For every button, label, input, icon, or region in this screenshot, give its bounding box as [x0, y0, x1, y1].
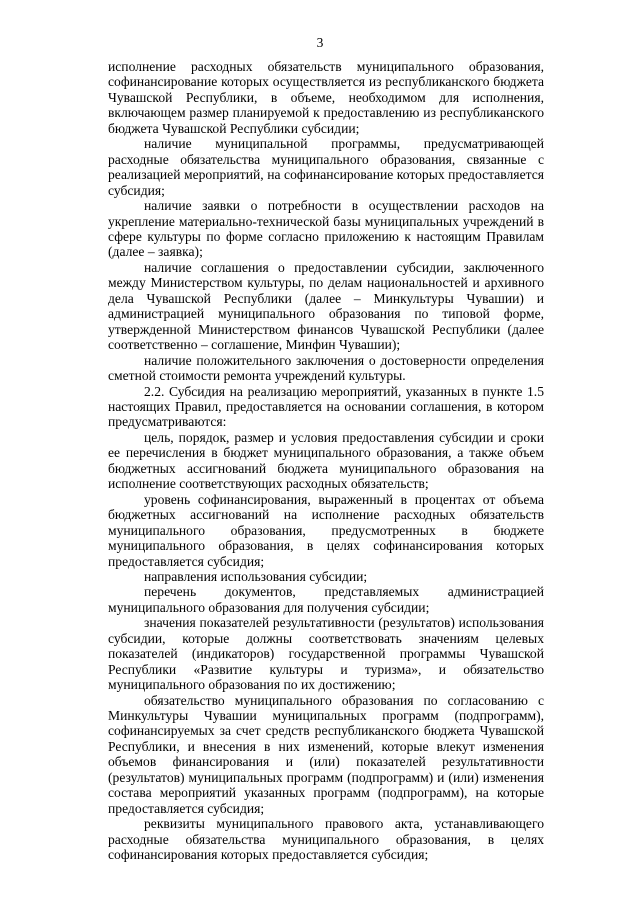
paragraph: направления использования субсидии;: [144, 568, 368, 584]
paragraph: цель, порядок, размер и условия предоставления субсидии и сроки ее перечисления в бюджет муниципального образования, а также объем бюджетных ассигнований бюджета муниципального образования на исполнение соответствующих расходных обязательств;: [108, 429, 544, 492]
page-number: 3: [316, 35, 324, 50]
paragraph: наличие муниципальной программы, предусматривающей расходные обязательства муниципального образования, связанные с реализацией мероприятий, на софинансирование которых предоставляется субсидия;: [108, 136, 544, 198]
paragraph: обязательство муниципального образования по согласованию с Минкультуры Чувашии муниципальных программ (подпрограмм), софинансируемых за счет средств республиканского бюджета Чувашской Республики, и внесения в них изменений, которые влекут изменения объемов финансирования и (или) показателей результативности (результатов) муниципальных программ (подпрограмм) и (или) изменения состава мероприятий указанных программ (подпрограмм), на которые предоставляется субсидия;: [108, 692, 544, 816]
paragraph: наличие соглашения о предоставлении субсидии, заключенного между Министерством культуры, по делам национальностей и архивного дела Чувашской Республики (далее – Минкультуры Чувашии) и администрацией муниципального образования по типовой форме, утвержденной Министерством финансов Чувашской Республики (далее соответственно – соглашение, Минфин Чувашии);: [108, 259, 544, 353]
paragraph-continuation: исполнение расходных обязательств муниципального образования, софинансирование которых осуществляется из республиканского бюджета Чувашской Республики, в объеме, необходимом для исполнения, включающем размер планируемой к предоставлению из республиканского бюджета Чувашской Республики субсидии;: [108, 59, 544, 136]
paragraph: реквизиты муниципального правового акта, устанавливающего расходные обязательства муниципального образования, в целях софинансирования которых предоставляется субсидия;: [108, 816, 544, 863]
paragraph: перечень документов, представляемых администрацией муниципального образования для получения субсидии;: [108, 584, 544, 615]
paragraph: наличие положительного заключения о достоверности определения сметной стоимости ремонта учреждений культуры.: [108, 352, 544, 384]
paragraph: значения показателей результативности (результатов) использования субсидии, которые должны соответствовать значениям целевых показателей (индикаторов) государственной программы Чувашской Республики «Развитие культуры и туризма», и обязательство муниципального образования по их достижению;: [108, 615, 544, 693]
paragraph: уровень софинансирования, выраженный в процентах от объема бюджетных ассигнований на исполнение расходных обязательств муниципального образования, предусмотренных в бюджете муниципального образования, в целях софинансирования которых предоставляется субсидия;: [108, 491, 544, 569]
paragraph: наличие заявки о потребности в осуществлении расходов на укрепление материально-технической базы муниципальных учреждений в сфере культуры по форме согласно приложению к настоящим Правилам (далее – заявка);: [108, 198, 544, 260]
paragraph-section-2-2: 2.2. Субсидия на реализацию мероприятий, указанных в пункте 1.5 настоящих Правил, предоставляется на основании соглашения, в котором предусматриваются:: [108, 383, 544, 430]
document-body: [108, 59, 544, 863]
